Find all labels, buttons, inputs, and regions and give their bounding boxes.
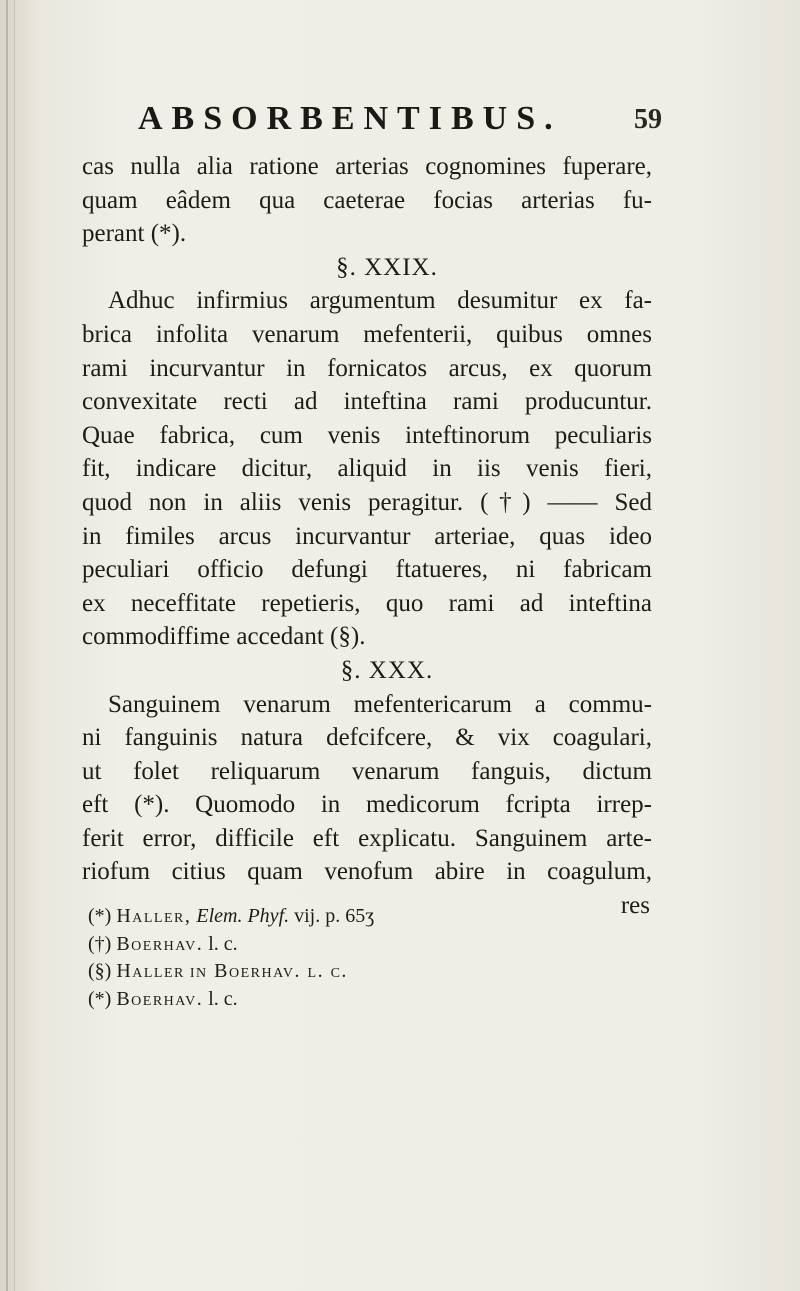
footnote-reference: l. c. <box>208 987 238 1010</box>
footnote-mark: (*) <box>88 905 112 927</box>
footnote-reference: vij. p. 65ʒ <box>294 905 375 927</box>
text-line: ni fanguinis natura defcifcere, & vix coagulari, <box>82 724 652 752</box>
text-line: riofum citius quam venofum abire in coagulum, <box>82 858 652 886</box>
section-heading: §. XXIX. <box>336 253 438 281</box>
page-number: 59 <box>634 104 662 135</box>
text-line: quam eâdem qua caeterae focias arterias fu- <box>82 186 652 214</box>
text-line: peculiari officio defungi ftatueres, ni fabricam <box>82 556 652 584</box>
footnote-mark: (*) <box>88 987 112 1010</box>
footnote-reference: in Boerhav. l. c. <box>189 960 348 982</box>
text-line: quod non in aliis venis peragitur. (†) —— Sed <box>82 488 652 516</box>
text-line: convexitate recti ad inteftina rami producuntur. <box>82 388 652 416</box>
footnote <box>88 958 648 986</box>
text-line: perant (*). <box>82 220 187 248</box>
footnote-author: Boerhav. <box>116 932 204 955</box>
text-line: ut folet reliquarum venarum fanguis, dictum <box>82 757 652 785</box>
footnote <box>88 986 648 1014</box>
text-line: Adhuc infirmius argumentum desumitur ex fa- <box>108 287 652 315</box>
footnote-author: Haller, <box>116 905 192 927</box>
binding-edge-shadow <box>14 0 15 1291</box>
text-line: Sanguinem venarum mefentericarum a commu- <box>108 690 652 718</box>
binding-edge <box>6 0 8 1291</box>
footnote-reference: l. c. <box>208 932 238 955</box>
text-line: brica infolita venarum mefenterii, quibus omnes <box>82 320 652 348</box>
footnote-author: Boerhav. <box>116 987 204 1010</box>
text-line: eft (*). Quomodo in medicorum fcripta irrep- <box>82 791 652 819</box>
running-title: ABSORBENTIBUS. <box>138 100 562 137</box>
footnote-mark: (†) <box>88 932 112 955</box>
text-line: Quae fabrica, cum venis inteftinorum peculiaris <box>82 421 652 449</box>
footnote <box>88 903 648 931</box>
main-text <box>82 150 652 923</box>
text-line: in fimiles arcus incurvantur arteriae, quas ideo <box>82 522 652 550</box>
footnote-title: Elem. Phyf. <box>196 905 290 927</box>
text-line: commodiffime accedant (§). <box>82 623 366 651</box>
footnote-author: Haller <box>116 960 185 982</box>
text-line: ferit error, difficile eft explicatu. Sanguinem arte- <box>82 824 652 852</box>
catchword: res <box>620 892 650 920</box>
section-heading: §. XXX. <box>340 656 434 684</box>
footnotes <box>88 903 648 1013</box>
text-line: rami incurvantur in fornicatos arcus, ex quorum <box>82 354 652 382</box>
text-line: ex neceffitate repetieris, quo rami ad inteftina <box>82 589 652 617</box>
footnote <box>88 931 648 959</box>
footnote-mark: (§) <box>88 960 112 982</box>
text-line: cas nulla alia ratione arterias cognomines fuperare, <box>82 153 652 180</box>
text-line: fit, indicare dicitur, aliquid in iis venis fieri, <box>82 455 652 483</box>
